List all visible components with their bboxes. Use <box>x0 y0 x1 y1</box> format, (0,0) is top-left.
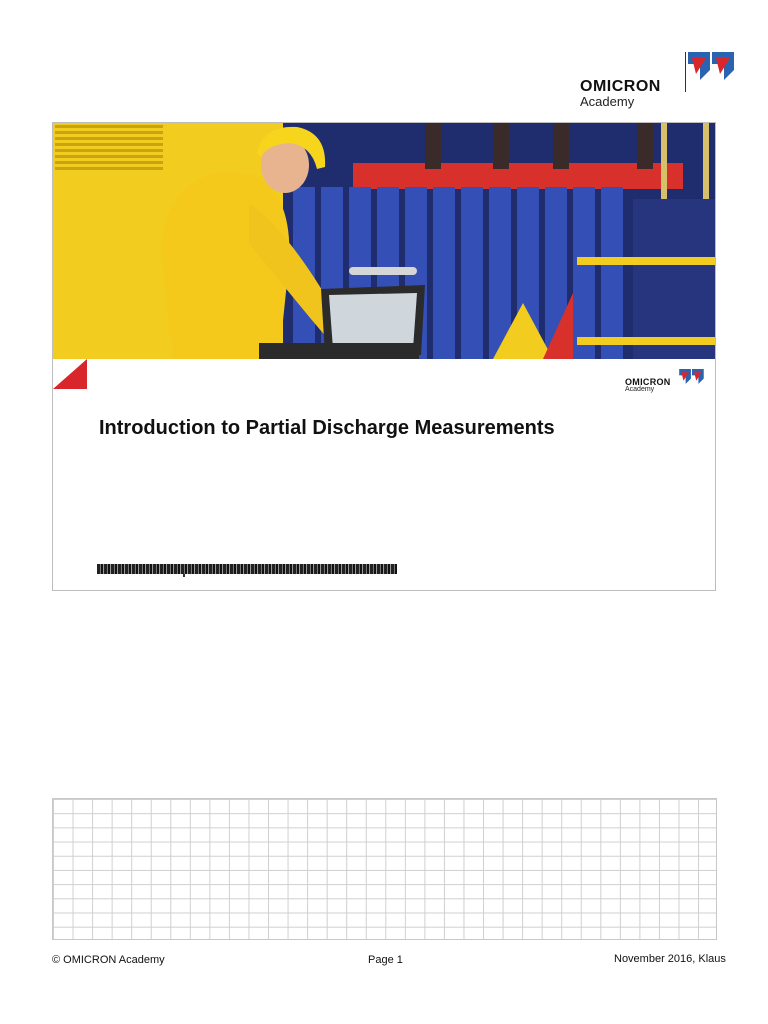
redacted-mark <box>183 574 185 577</box>
omicron-logo-icon <box>688 52 736 82</box>
slide-logo-subtitle: Academy <box>625 386 655 393</box>
engineer-at-transformer-photo <box>53 123 715 359</box>
footer-date-author: November 2016, Klaus <box>614 953 726 965</box>
redacted-text <box>97 564 397 574</box>
footer-page-number: Page 1 <box>368 954 403 966</box>
omicron-logo-icon <box>679 369 705 385</box>
slide-omicron-logo <box>625 367 715 399</box>
slide-title: Introduction to Partial Discharge Measurements <box>99 417 555 439</box>
logo-subtitle: Academy <box>580 94 635 109</box>
red-corner-accent <box>53 359 87 389</box>
omicron-academy-logo <box>578 50 738 112</box>
logo-divider <box>685 52 686 92</box>
footer-copyright: © OMICRON Academy <box>52 954 165 966</box>
logo-wordmark: OMICRON <box>580 78 661 95</box>
slide-logo-wordmark: OMICRON <box>625 377 671 387</box>
slide-thumbnail <box>52 122 716 591</box>
notes-grid <box>52 798 717 940</box>
